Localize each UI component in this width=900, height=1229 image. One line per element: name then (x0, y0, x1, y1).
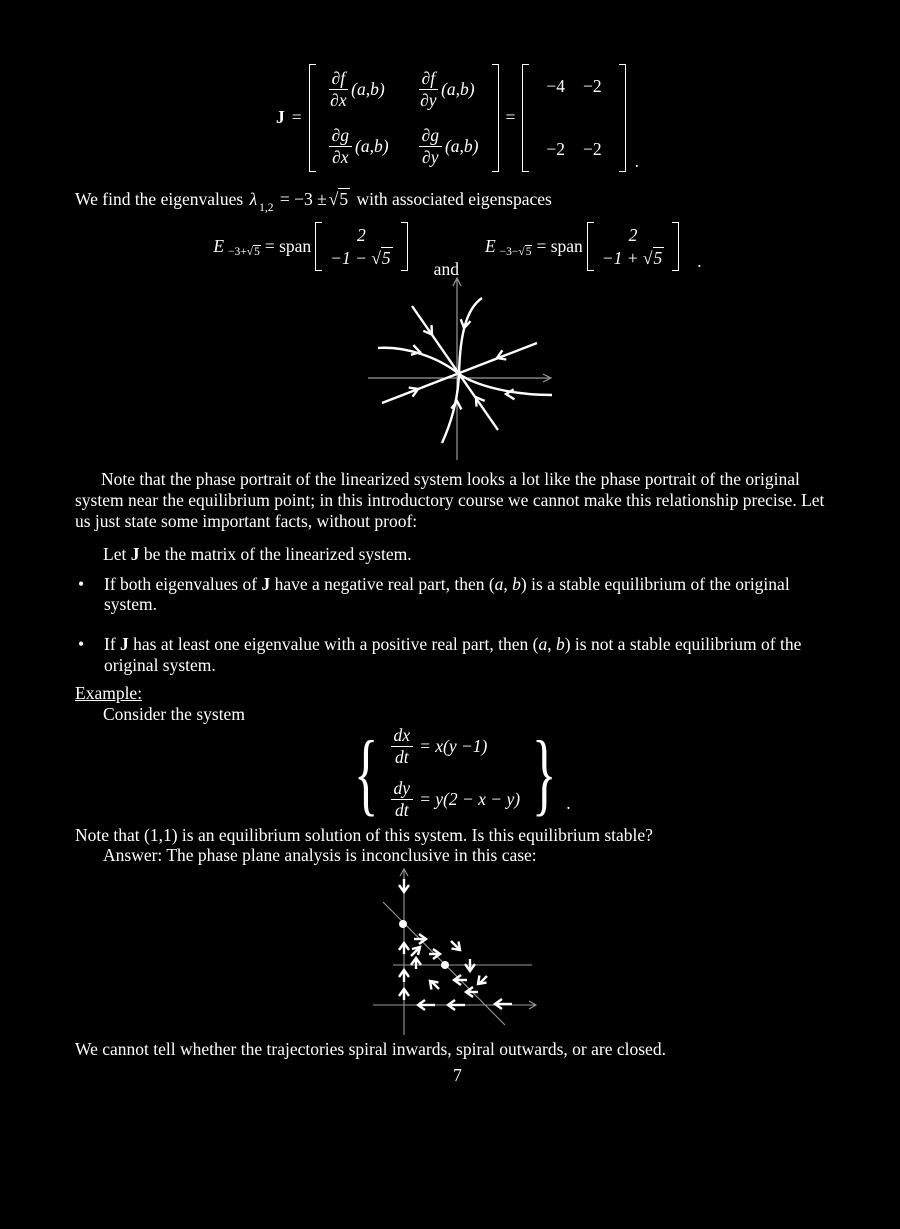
eigenvector: 2 −1 + √5 (601, 225, 663, 268)
page-number: 7 (453, 1064, 462, 1085)
example-heading: Example: (75, 683, 143, 704)
radical-sign: √ (371, 247, 381, 268)
right-bracket (672, 222, 679, 271)
jacobian-cell: $\frac{\partial f}{\partial x}$ (a,b) (330, 68, 385, 110)
period: . (566, 793, 571, 814)
lambda-symbol: λ (249, 188, 258, 209)
radical-sign: √ (328, 188, 339, 209)
equals-sign: = (505, 107, 516, 128)
jacobian-value-matrix (536, 68, 611, 167)
jacobian-cell: $\frac{\partial f}{\partial y}$ (a,b) (420, 68, 475, 110)
right-brace: } (532, 722, 557, 825)
phase-portrait-svg (360, 273, 555, 463)
answer-line: Answer: The phase plane analysis is inconclusive in this case: (103, 845, 537, 866)
document-page (0, 64, 900, 1229)
ode-system (75, 722, 840, 825)
phase-plane-svg (365, 866, 550, 1038)
let-j-line: Let J be the matrix of the linearized system. (103, 544, 412, 565)
left-bracket (315, 222, 322, 271)
left-brace: { (354, 722, 379, 825)
eigenvalue-line: We find the eigenvalues λ $_{1,2}$ = −3 ± √5 with associated eigenspaces (75, 188, 552, 214)
closing-line: We cannot tell whether the trajectories spiral inwards, spiral outwards, or are closed. (75, 1039, 666, 1060)
equilibrium-note-line: Note that (1,1) is an equilibrium solution of this system. Is this equilibrium stable? (75, 824, 653, 845)
left-bracket (587, 222, 594, 271)
equilibrium-dot (441, 961, 449, 969)
eigenspace-subscript: −3+√5 (228, 246, 260, 259)
sqrt-5: √5 (328, 188, 349, 209)
bullet-text: If both eigenvalues of J have a negative real part, then (a, b) is a stable equilibrium of the original system. (104, 573, 790, 615)
stability-bullet-1 (75, 574, 840, 615)
period: . (634, 150, 639, 171)
matrix-entry: −2 (583, 76, 602, 97)
direction-field-arrows (399, 879, 512, 1010)
phase-portrait-figure (75, 273, 840, 463)
jacobian-cell: $\frac{\partial g}{\partial y}$ (a,b) (419, 126, 479, 167)
jacobian-cell: $\frac{\partial g}{\partial x}$ (a,b) (329, 126, 389, 167)
equation-dy: $\frac{dy}{dt}$ = y(2 − x − y) (391, 779, 521, 820)
matrix-entry: −4 (546, 76, 565, 97)
consider-line: Consider the system (103, 703, 245, 724)
explanatory-paragraph: Note that the phase portrait of the linearized system looks a lot like the phase portrait of the original system near the equilibrium point; in this introductory course we cannot make this relationship precise. Let us just state some important facts, without proof: (75, 469, 825, 531)
left-bracket (522, 64, 529, 172)
and-connector: and (433, 258, 459, 279)
radical-sign: √ (246, 246, 254, 259)
right-bracket (401, 222, 408, 271)
phase-plane-figure (75, 866, 840, 1038)
left-bracket (309, 64, 316, 172)
matrix-entry: −2 (583, 138, 602, 159)
matrix-entry: −2 (546, 138, 565, 159)
jacobian-lhs: J (276, 107, 285, 128)
right-bracket (619, 64, 626, 172)
eigenvector: 2 −1 − √5 (330, 225, 391, 268)
eigenvector-bottom: −1 + √5 (601, 247, 663, 268)
system-equations (391, 726, 521, 820)
trajectory-top (459, 298, 482, 374)
page-content (0, 64, 900, 1085)
eigenspace-subscript: −3−√5 (499, 246, 532, 259)
bullet-marker: • (78, 573, 85, 594)
arrowhead (451, 401, 461, 409)
equation-dx: $\frac{dx}{dt}$ = x(y −1) (391, 726, 521, 767)
eigenspace-line (75, 222, 840, 279)
eigenvector-bottom: −1 − √5 (330, 247, 391, 268)
bullet-text: If J has at least one eigenvalue with a positive real part, then (a, b) is not a stable equilibrium of the original system. (104, 633, 802, 675)
stability-bullet-2 (75, 634, 840, 675)
eigendirection-steep (412, 306, 498, 430)
right-bracket (492, 64, 499, 172)
lambda-subscript: 1,2 (259, 201, 274, 214)
period: . (697, 250, 702, 271)
eigenspace-first: E −3+√5 = span 2 −1 − √5 (213, 222, 407, 271)
equilibrium-dot (399, 920, 407, 928)
jacobian-partials-grid (323, 64, 485, 172)
trajectories (378, 298, 552, 443)
bullet-marker: • (78, 633, 85, 654)
arrowhead (411, 345, 420, 355)
eigenspace-second: E −3−√5 = span 2 −1 + √5 (485, 222, 679, 271)
jacobian-equation (75, 64, 840, 172)
radical-sign: √ (642, 247, 653, 268)
equals-sign: = (291, 107, 302, 128)
radical-sign: √ (518, 246, 525, 259)
